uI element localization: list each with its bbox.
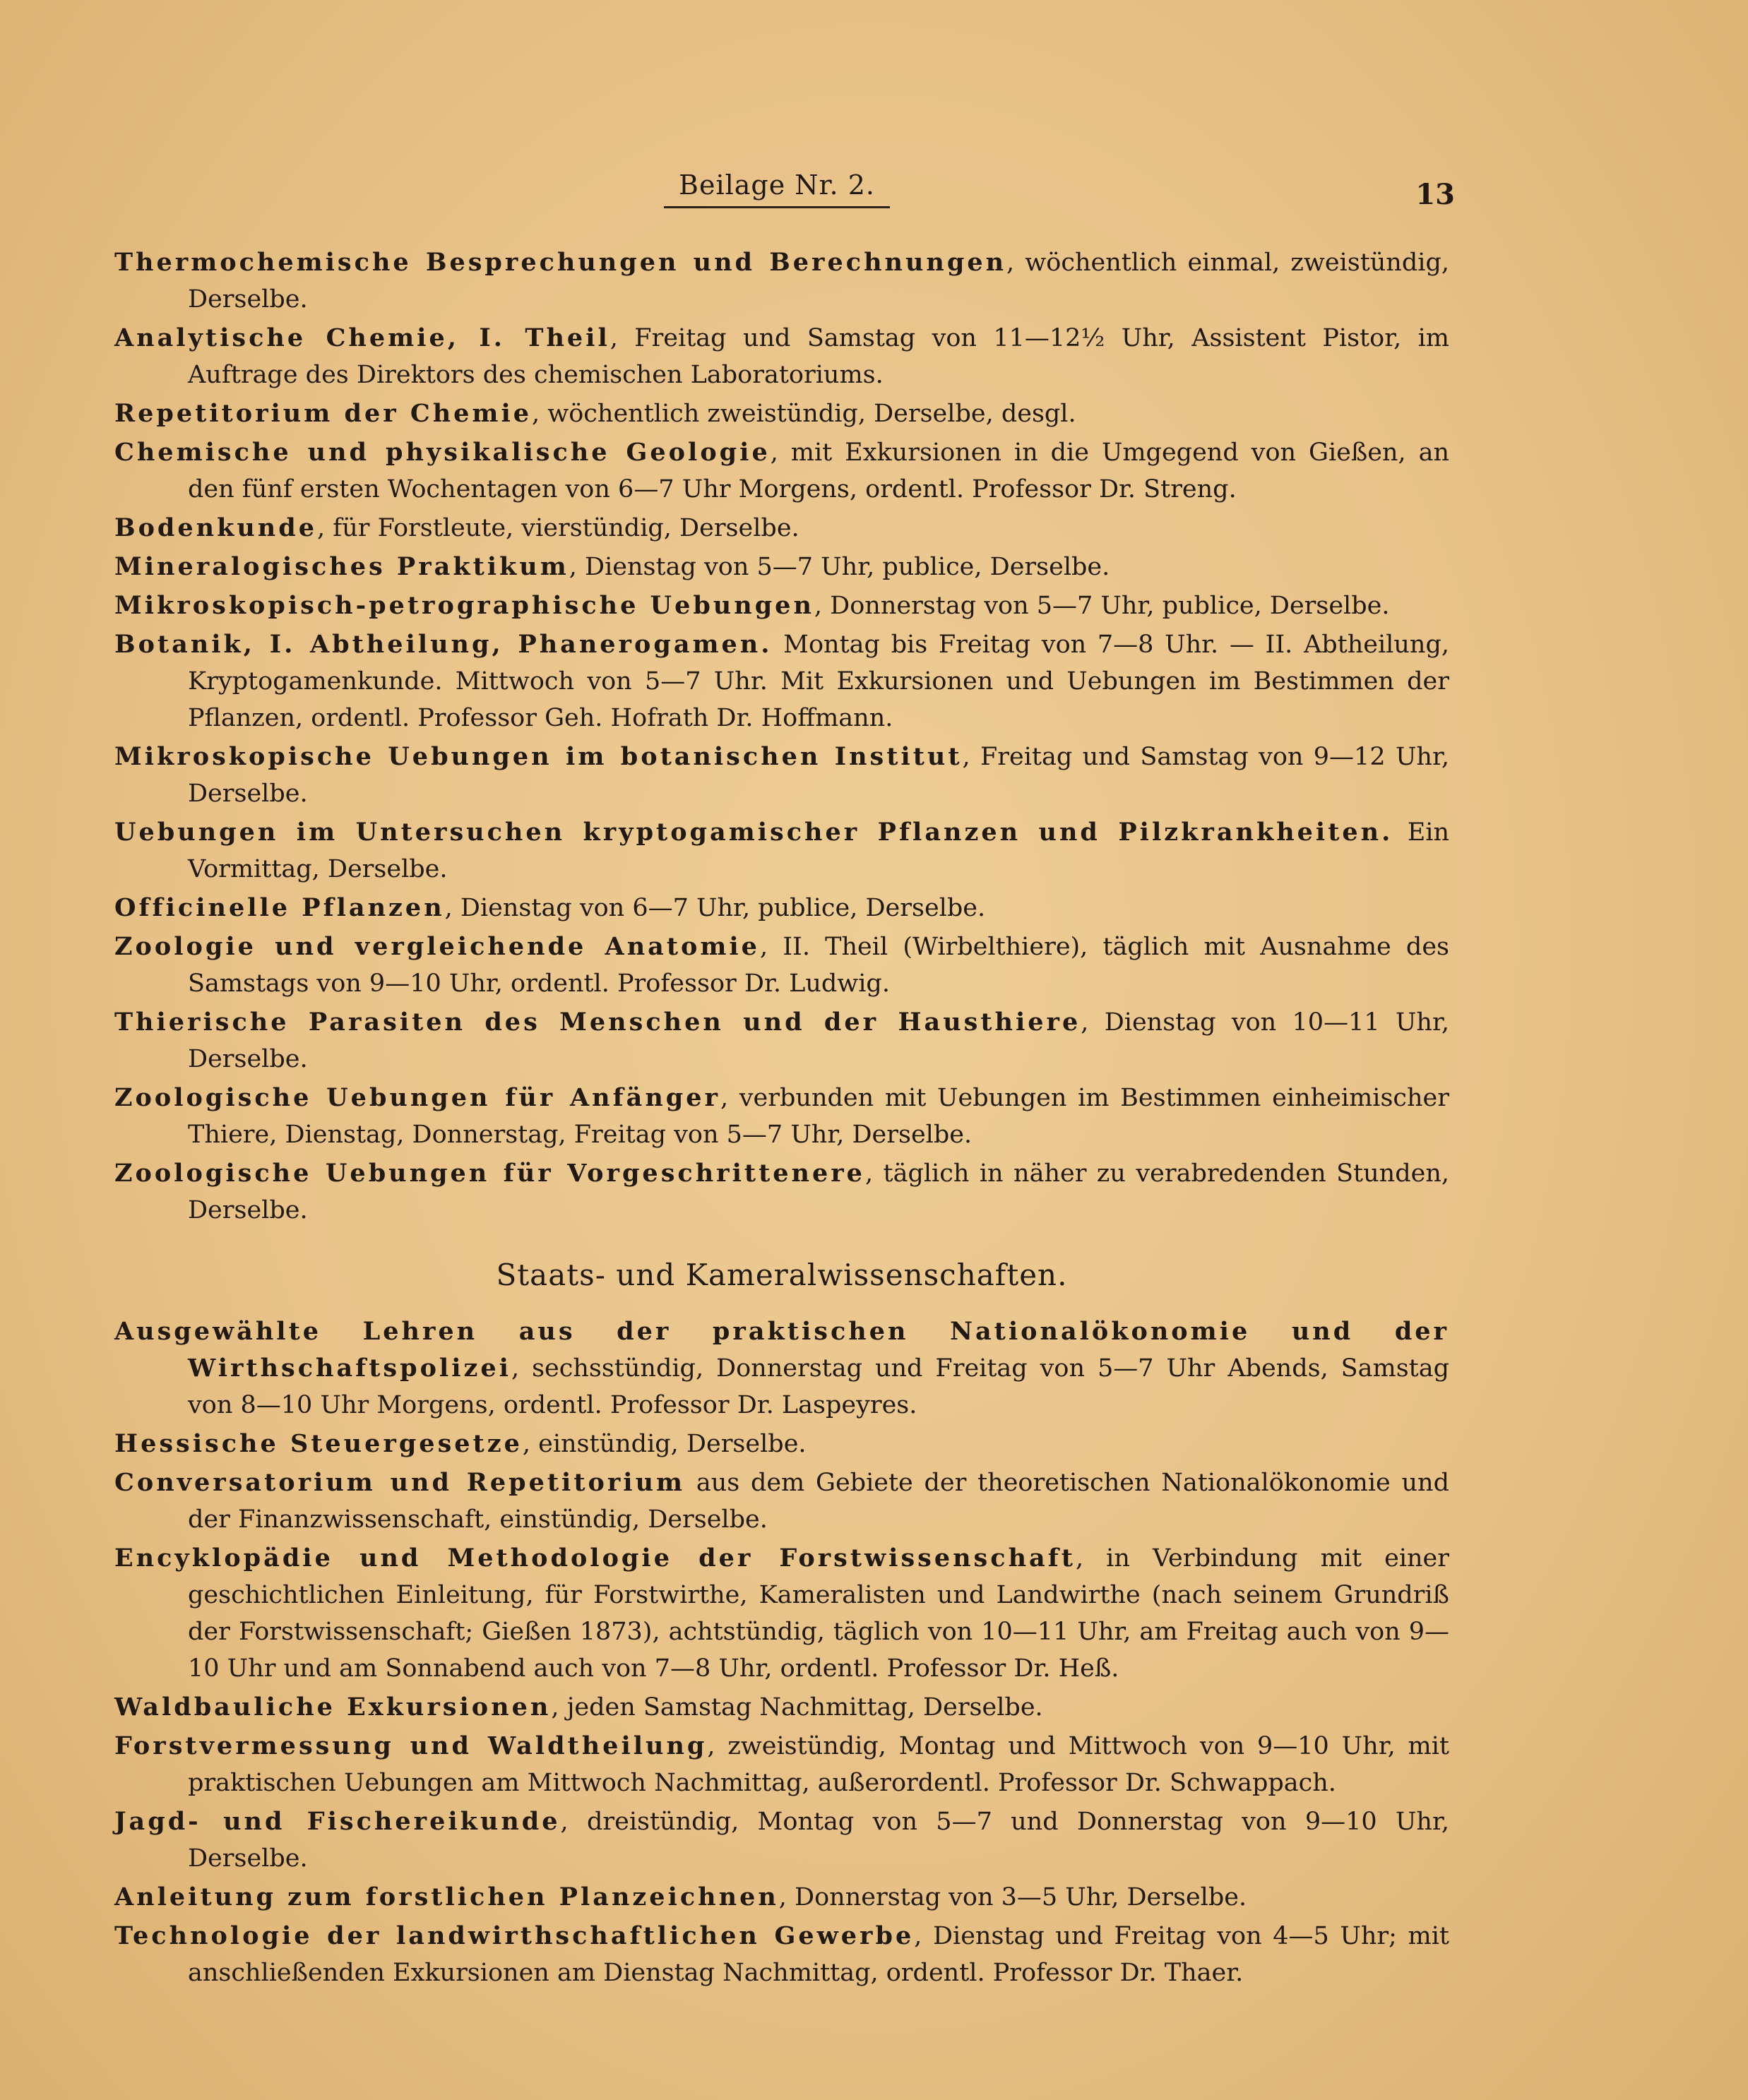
course-entry xyxy=(114,814,1449,888)
course-details: , wöchentlich zweistündig, Derselbe, desgl. xyxy=(532,400,1076,428)
course-details: , Freitag und Samstag von 11—12½ Uhr, Assistent Pistor, im Auftrage des Direktors des chemischen Laboratoriums. xyxy=(188,324,1449,389)
course-title: Analytische Chemie, I. Theil xyxy=(114,323,610,352)
course-title: Mikroskopisch-petrographische Uebungen xyxy=(114,591,814,620)
course-details: , II. Theil (Wirbelthiere), täglich mit Ausnahme des Samstags von 9—10 Uhr, ordentl. Professor Dr. Ludwig. xyxy=(188,933,1449,998)
course-entry xyxy=(114,1689,1449,1726)
course-details: , für Forstleute, vierstündig, Derselbe. xyxy=(317,514,799,542)
course-details: aus dem Gebiete der theoretischen Nationalökonomie und der Finanzwissenschaft, einstündig, Derselbe. xyxy=(188,1469,1450,1534)
course-title: Ausgewählte Lehren aus der praktischen Nationalökonomie und der Wirthschaftspolizei xyxy=(114,1317,1449,1383)
course-details: , einstündig, Derselbe. xyxy=(522,1430,807,1458)
page-number: 13 xyxy=(1415,178,1455,211)
course-details: , dreistündig, Montag von 5—7 und Donnerstag von 9—10 Uhr, Derselbe. xyxy=(188,1808,1449,1873)
course-entry xyxy=(114,1803,1449,1877)
course-entry xyxy=(114,587,1449,624)
course-entry xyxy=(114,510,1449,547)
course-title: Chemische und physikalische Geologie xyxy=(114,438,771,467)
course-details: Ein Vormittag, Derselbe. xyxy=(188,818,1449,883)
course-title: Forstvermessung und Waldtheilung xyxy=(114,1731,708,1760)
course-title: Jagd- und Fischereikunde xyxy=(114,1807,561,1836)
course-details: , jeden Samstag Nachmittag, Derselbe. xyxy=(551,1693,1043,1722)
course-title: Botanik, I. Abtheilung, Phanerogamen. xyxy=(114,630,773,659)
course-title: Thermochemische Besprechungen und Berechnungen xyxy=(114,248,1007,277)
course-details: , Dienstag und Freitag von 4—5 Uhr; mit anschließenden Exkursionen am Dienstag Nachmittag, ordentl. Professor Dr. Thaer. xyxy=(188,1922,1450,1987)
course-entry xyxy=(114,1155,1449,1229)
course-details: , wöchentlich einmal, zweistündig, Derselbe. xyxy=(188,249,1449,314)
course-entry xyxy=(114,1313,1449,1424)
course-title: Mineralogisches Praktikum xyxy=(114,552,569,581)
course-details: , sechsstündig, Donnerstag und Freitag von 5—7 Uhr Abends, Samstag von 8—10 Uhr Morgens, ordentl. Professor Dr. Laspeyres. xyxy=(188,1354,1449,1419)
course-title: Officinelle Pflanzen xyxy=(114,893,445,922)
course-entry xyxy=(114,1918,1449,1991)
course-entry xyxy=(114,395,1449,432)
course-entry xyxy=(114,890,1449,926)
course-title: Anleitung zum forstlichen Planzeichnen xyxy=(114,1883,779,1911)
course-list-bottom xyxy=(114,1313,1449,1991)
course-title: Zoologische Uebungen für Anfänger xyxy=(114,1083,720,1112)
course-details: Montag bis Freitag von 7—8 Uhr. — II. Abtheilung, Kryptogamenkunde. Mittwoch von 5—7 Uhr. Mit Exkursionen und Uebungen im Bestimmen der Pflanzen, ordentl. Professor Geh. Hofrath Dr. Hoffmann. xyxy=(188,631,1449,732)
course-entry xyxy=(114,549,1449,585)
course-details: , verbunden mit Uebungen im Bestimmen einheimischer Thiere, Dienstag, Donnerstag, Freitag von 5—7 Uhr, Derselbe. xyxy=(188,1084,1450,1149)
page-content xyxy=(114,244,1449,1993)
course-entry xyxy=(114,244,1449,318)
section-heading: Staats- und Kameralwissenschaften. xyxy=(496,1258,1068,1292)
course-title: Hessische Steuergesetze xyxy=(114,1429,523,1458)
course-entry xyxy=(114,434,1449,508)
course-title: Thierische Parasiten des Menschen und der Hausthiere xyxy=(114,1008,1081,1037)
course-entry xyxy=(114,1879,1449,1916)
course-title: Technologie der landwirthschaftlichen Gewerbe xyxy=(114,1921,915,1950)
course-details: , Donnerstag von 5—7 Uhr, publice, Derselbe. xyxy=(814,592,1390,620)
course-title: Uebungen im Untersuchen kryptogamischer Pflanzen und Pilzkrankheiten. xyxy=(114,818,1393,847)
page-header-title: Beilage Nr. 2. xyxy=(664,169,890,208)
course-details: , täglich in näher zu verabredenden Stunden, Derselbe. xyxy=(188,1159,1449,1224)
course-details: , Dienstag von 6—7 Uhr, publice, Derselbe. xyxy=(444,894,986,922)
course-entry xyxy=(114,929,1449,1002)
course-entry xyxy=(114,320,1449,393)
course-entry xyxy=(114,626,1449,736)
course-title: Waldbauliche Exkursionen xyxy=(114,1693,552,1722)
course-details: , mit Exkursionen in die Umgegend von Gießen, an den fünf ersten Wochentagen von 6—7 Uhr Morgens, ordentl. Professor Dr. Streng. xyxy=(188,439,1449,503)
course-title: Conversatorium und Repetitorium xyxy=(114,1468,686,1497)
course-details: , Donnerstag von 3—5 Uhr, Derselbe. xyxy=(778,1883,1247,1911)
course-entry xyxy=(114,1728,1449,1801)
course-entry xyxy=(114,1540,1449,1687)
course-title: Bodenkunde xyxy=(114,513,317,542)
course-entry xyxy=(114,1004,1449,1078)
course-list-top xyxy=(114,244,1449,1229)
course-details: , zweistündig, Montag und Mittwoch von 9—10 Uhr, mit praktischen Uebungen am Mittwoch Nachmittag, außerordentl. Professor Dr. Schwappach. xyxy=(188,1732,1449,1797)
course-title: Encyklopädie und Methodologie der Forstwissenschaft xyxy=(114,1544,1076,1573)
course-title: Zoologische Uebungen für Vorgeschrittenere xyxy=(114,1159,865,1188)
course-title: Repetitorium der Chemie xyxy=(114,399,533,428)
course-details: , Dienstag von 5—7 Uhr, publice, Derselbe. xyxy=(569,553,1110,581)
course-entry xyxy=(114,1080,1449,1153)
course-entry xyxy=(114,1464,1449,1538)
course-details: , in Verbindung mit einer geschichtlichen Einleitung, für Forstwirthe, Kameralisten und Landwirthe (nach seinem Grundriß der Forstwissenschaft; Gießen 1873), achtstündig, täglich von 10—11 Uhr, am Freitag auch von 9—10 Uhr und am Sonnabend auch von 7—8 Uhr, ordentl. Professor Dr. Heß. xyxy=(188,1544,1449,1683)
course-title: Zoologie und vergleichende Anatomie xyxy=(114,932,760,961)
course-details: , Freitag und Samstag von 9—12 Uhr, Derselbe. xyxy=(188,743,1449,808)
course-title: Mikroskopische Uebungen im botanischen Institut xyxy=(114,742,963,771)
course-details: , Dienstag von 10—11 Uhr, Derselbe. xyxy=(188,1008,1449,1073)
course-entry xyxy=(114,1426,1449,1462)
course-entry xyxy=(114,739,1449,812)
